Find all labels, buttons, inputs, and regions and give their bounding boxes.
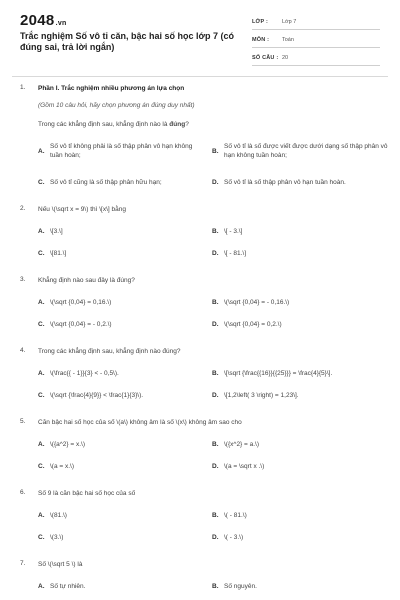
option-letter: C.	[38, 250, 45, 257]
meta-value: Lớp 7	[282, 18, 297, 25]
option-text: \(a = \sqrt x .\)	[224, 463, 265, 470]
option-letter: A.	[38, 441, 45, 448]
option-text: \({a^2} = x.\)	[50, 441, 86, 448]
option-letter: B.	[212, 299, 219, 306]
option-letter: D.	[212, 534, 219, 541]
option-text: \(\sqrt {0,04} = - 0,2.\)	[50, 321, 112, 328]
option-letter: A.	[38, 512, 45, 519]
meta-label: MÔN :	[252, 36, 270, 43]
option-text: Số vô tỉ không phải là số thập phân vô hạn không tuần hoàn;	[50, 143, 193, 159]
option-text: \(\frac{{ - 1}}{3} < - 0,5\).	[50, 370, 119, 377]
option-letter: B.	[212, 148, 219, 155]
option-letter: D.	[212, 250, 219, 257]
option-text: Số vô tỉ cũng là số thập phân hữu hạn;	[50, 179, 162, 186]
option-letter: A.	[38, 228, 45, 235]
option-text: Số nguyên.	[224, 583, 257, 590]
option-text: \(a = x.\)	[50, 463, 75, 470]
option-text: Số vô tỉ là số thập phân vô hạn tuần hoàn.	[224, 179, 346, 186]
option-letter: C.	[38, 463, 45, 470]
meta-label: SỐ CÂU :	[252, 54, 279, 61]
header-divider	[12, 76, 388, 77]
option-text: \(\sqrt {0,04} = 0,16.\)	[50, 299, 112, 306]
option-text: \(3.\)	[50, 534, 64, 541]
option-letter: B.	[212, 583, 219, 590]
option-text: \(\sqrt {\frac{4}{9}} < \frac{1}{3}\).	[50, 392, 144, 399]
section-number: 1.	[20, 84, 26, 91]
option-letter: C.	[38, 179, 45, 186]
option-b[interactable]	[212, 142, 387, 162]
question-number: 5.	[20, 418, 26, 425]
option-text: Số vô tỉ là số được viết được dưới dạng số thập phân vô hạn không tuần hoàn;	[224, 143, 388, 159]
option-text: \[ - 81.\]	[224, 250, 247, 257]
option-letter: B.	[212, 512, 219, 519]
option-letter: B.	[212, 370, 219, 377]
meta-row-subject	[252, 32, 380, 48]
logo-main: 2048	[20, 12, 55, 29]
meta-label: LỚP :	[252, 18, 268, 25]
site-logo[interactable]	[20, 12, 67, 29]
option-text: \(81.\)	[50, 512, 67, 519]
meta-row-count	[252, 50, 380, 66]
option-letter: D.	[212, 321, 219, 328]
option-letter: A.	[38, 299, 45, 306]
document-header	[0, 0, 400, 74]
option-text: \[3.\]	[50, 228, 63, 235]
option-letter: B.	[212, 228, 219, 235]
meta-value: Toán	[282, 36, 294, 43]
question-text: Nếu \(\sqrt x = 9\) thì \[x\] bằng	[38, 206, 126, 213]
option-text: \[1,2\left( 3 \right) = 1,23\].	[224, 392, 299, 399]
question-number: 7.	[20, 560, 26, 567]
question-text-part: Trong các khẳng định sau, khẳng định nào là	[38, 121, 170, 128]
section-title: Phần I. Trắc nghiệm nhiều phương án lựa chọn	[38, 85, 185, 92]
option-text: \( - 81.\)	[224, 512, 247, 519]
question-text: Căn bậc hai số học của số \(a\) không âm là số \(x\) không âm sao cho	[38, 419, 242, 426]
meta-panel	[252, 14, 380, 68]
question-number: 4.	[20, 347, 26, 354]
question-text-part: ?	[185, 121, 189, 128]
option-letter: A.	[38, 370, 45, 377]
option-text: \( - 3.\)	[224, 534, 244, 541]
option-text: \[ - 3.\]	[224, 228, 243, 235]
option-letter: D.	[212, 392, 219, 399]
question-text: Khẳng định nào sau đây là đúng?	[38, 277, 135, 284]
option-text: \(\sqrt {0,04} = 0,2.\)	[224, 321, 282, 328]
option-text: \({x^2} = a.\)	[224, 441, 260, 448]
question-text: Trong các khẳng định sau, khẳng định nào đúng?	[38, 348, 181, 355]
option-letter: D.	[212, 463, 219, 470]
question-number: 3.	[20, 276, 26, 283]
option-text: \(\sqrt {0,04} = - 0,16.\)	[224, 299, 290, 306]
section-note: (Gồm 10 câu hỏi, hãy chọn phương án đúng duy nhất)	[38, 102, 195, 109]
meta-row-class	[252, 14, 380, 30]
logo-suffix: .vn	[55, 20, 67, 27]
question-text	[38, 120, 378, 129]
option-letter: C.	[38, 534, 45, 541]
option-letter: A.	[38, 583, 45, 590]
document-title: Trắc nghiệm Số vô tỉ căn, bậc hai số học lớp 7 (có đúng sai, trả lời ngắn)	[20, 31, 234, 52]
question-text: Số \(\sqrt 5 \) là	[38, 561, 83, 568]
option-letter: B.	[212, 441, 219, 448]
question-number: 2.	[20, 205, 26, 212]
option-text: Số tự nhiên.	[50, 583, 86, 590]
option-letter: C.	[38, 321, 45, 328]
question-number: 6.	[20, 489, 26, 496]
question-text-emphasis: đúng	[169, 121, 186, 128]
question-text: Số 9 là căn bậc hai số học của số	[38, 490, 136, 497]
option-letter: D.	[212, 179, 219, 186]
option-letter: A.	[38, 148, 45, 155]
option-text: \[81.\]	[50, 250, 67, 257]
option-letter: C.	[38, 392, 45, 399]
option-a[interactable]	[38, 142, 206, 162]
meta-value: 20	[282, 54, 289, 61]
option-text: \[\sqrt {\frac{{16}}{{25}}} = \frac{4}{5}\].	[224, 370, 333, 377]
